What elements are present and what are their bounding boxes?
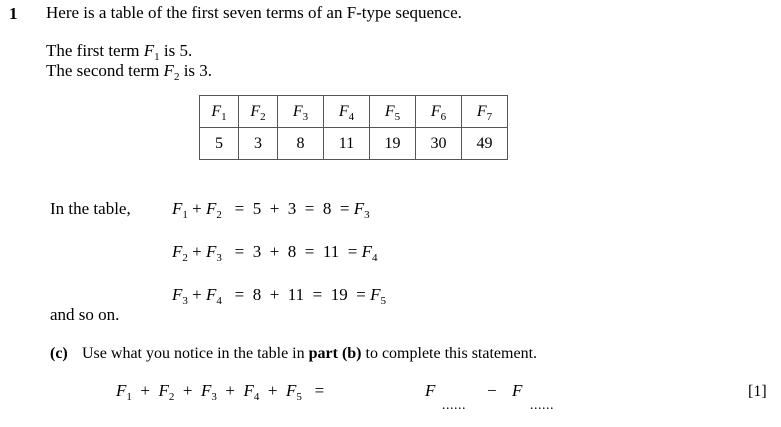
table-value-cell: 11 <box>324 128 370 160</box>
table-value-cell: 8 <box>278 128 324 160</box>
table-header-row <box>200 96 508 128</box>
question-number: 1 <box>9 4 18 23</box>
table-header-cell: $F_5$ <box>370 96 416 128</box>
explanation-tail: and so on. <box>50 305 120 324</box>
table-value-cell: 49 <box>462 128 508 160</box>
question-intro: Here is a table of the first seven terms of an F-type sequence. <box>46 3 462 22</box>
part-c-instruction: Use what you notice in the table in part (b) to complete this statement. <box>82 345 538 362</box>
table-header-cell: $F_3$ <box>278 96 324 128</box>
table-value-cell: 19 <box>370 128 416 160</box>
sequence-table <box>199 95 508 160</box>
table-header-cell: $F_1$ <box>200 96 239 128</box>
table-header-cell: $F_7$ <box>462 96 508 128</box>
answer-term-b: F <box>512 381 523 400</box>
first-term-statement: The first term $F_1$ is 5. <box>46 41 193 63</box>
part-c-label: (c) <box>50 345 68 362</box>
table-value-row <box>200 128 508 160</box>
marks-label: [1] <box>748 383 767 400</box>
answer-term-a: F <box>425 381 436 400</box>
minus-sign: − <box>487 381 497 400</box>
table-value-cell: 3 <box>239 128 278 160</box>
explanation-row-1: $F_1 + F_2$ = $5 + 3 = 8 = F_3$ <box>172 199 370 221</box>
answer-blank-a[interactable]: ...... <box>442 398 466 413</box>
table-value-cell: 30 <box>416 128 462 160</box>
second-term-statement: The second term $F_2$ is 3. <box>46 61 213 83</box>
explanation-lead: In the table, <box>50 199 131 218</box>
explanation-row-2: $F_2 + F_3$ = $3 + 8 = 11 = F_4$ <box>172 242 378 264</box>
explanation-row-3: $F_3 + F_4$ = $8 + 11 = 19 = F_5$ <box>172 285 386 307</box>
table-header-cell: $F_2$ <box>239 96 278 128</box>
table-header-cell: $F_6$ <box>416 96 462 128</box>
answer-blank-b[interactable]: ...... <box>530 398 554 413</box>
table-value-cell: 5 <box>200 128 239 160</box>
part-c-statement: $F_1 + F_2 + F_3 + F_4 + F_5$ = <box>116 381 325 403</box>
table-header-cell: $F_4$ <box>324 96 370 128</box>
